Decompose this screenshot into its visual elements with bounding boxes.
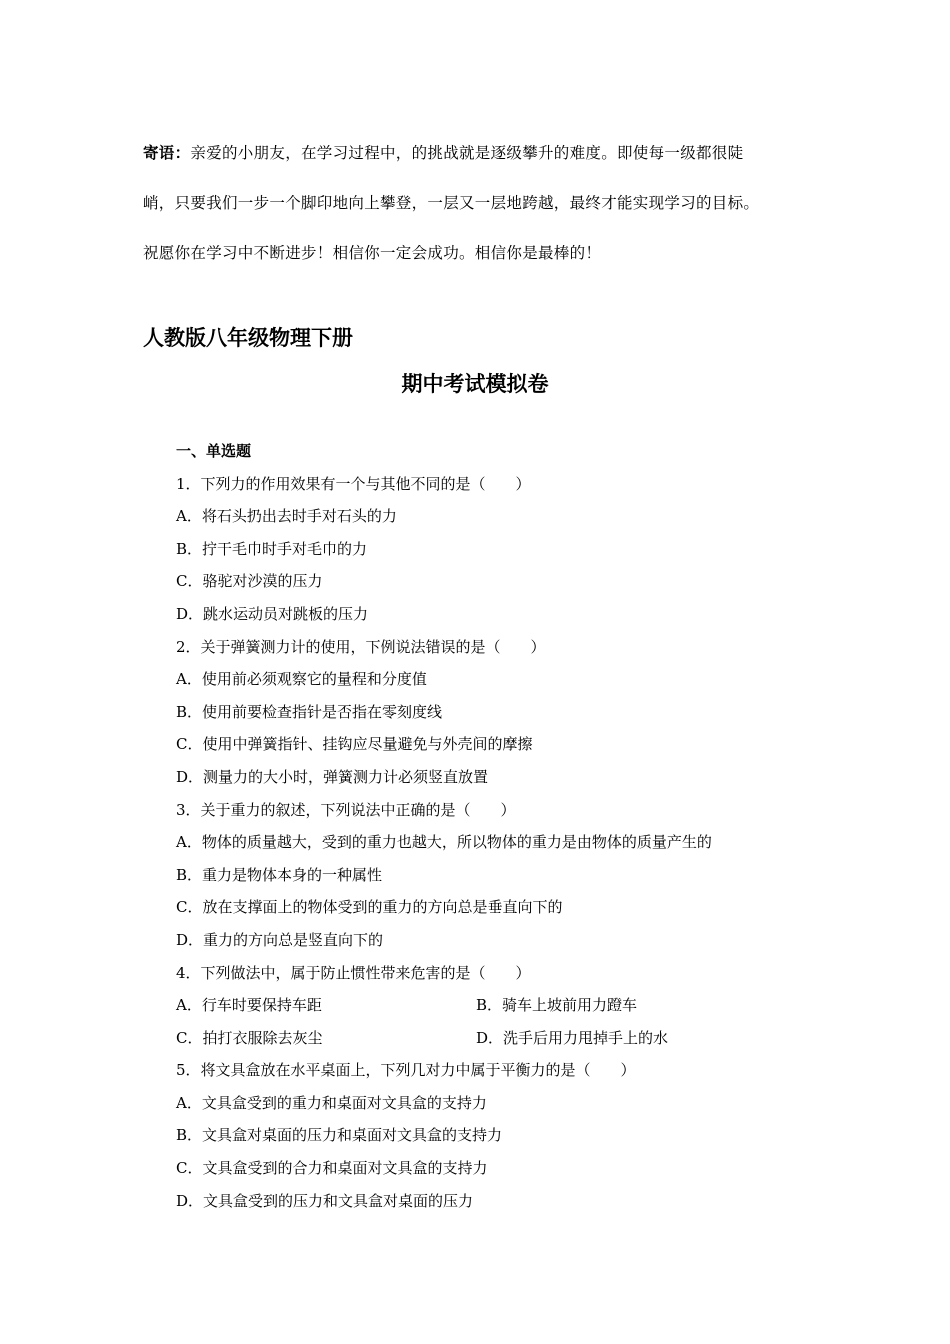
question-4-stem: 4．下列做法中，属于防止惯性带来危害的是（ ） — [176, 963, 531, 982]
question-4-option-b: B．骑车上坡前用力蹬车 — [476, 996, 638, 1015]
exam-body — [176, 435, 826, 1217]
question-1-option-d: D．跳水运动员对跳板的压力 — [176, 604, 369, 623]
exam-title: 期中考试模拟卷 — [401, 371, 549, 396]
question-3-option-b: B．重力是物体本身的一种属性 — [176, 865, 383, 884]
question-4-options-row-2 — [176, 1022, 826, 1055]
question-5-stem: 5．将文具盒放在水平桌面上，下列几对力中属于平衡力的是（ ） — [176, 1061, 636, 1080]
section-title: 一、单选题 — [176, 442, 252, 460]
question-1-option-c: C．骆驼对沙漠的压力 — [176, 572, 323, 591]
question-5-option-a: A．文具盒受到的重力和桌面对文具盒的支持力 — [176, 1093, 487, 1112]
question-3-option-a: A．物体的质量越大，受到的重力也越大，所以物体的重力是由物体的质量产生的 — [176, 833, 712, 852]
question-2-stem: 2．关于弹簧测力计的使用，下例说法错误的是（ ） — [176, 637, 546, 656]
question-1-stem: 1．下列力的作用效果有一个与其他不同的是（ ） — [176, 474, 531, 493]
question-2-option-b: B．使用前要检查指针是否指在零刻度线 — [176, 702, 443, 721]
question-5-option-b: B．文具盒对桌面的压力和桌面对文具盒的支持力 — [176, 1126, 503, 1145]
question-2-option-a: A．使用前必须观察它的量程和分度值 — [176, 670, 427, 689]
greeting-line-3: 祝愿你在学习中不断进步！相信你一定会成功。相信你是最棒的！ — [143, 244, 602, 262]
question-5-option-c: C．文具盒受到的合力和桌面对文具盒的支持力 — [176, 1159, 488, 1178]
greeting-text-1: 亲爱的小朋友，在学习过程中，的挑战就是逐级攀升的难度。即使每一级都很陡 — [190, 144, 744, 162]
question-1-option-a: A．将石头扔出去时手对石头的力 — [176, 507, 397, 526]
question-4-option-d: D．洗手后用力甩掉手上的水 — [476, 1028, 669, 1047]
question-4-option-a: A．行车时要保持车距 — [176, 996, 322, 1015]
greeting-line-1 — [143, 128, 813, 178]
question-5-option-d: D．文具盒受到的压力和文具盒对桌面的压力 — [176, 1191, 474, 1210]
question-4-options-row-1 — [176, 989, 826, 1022]
greeting-lead: 寄语： — [143, 143, 191, 162]
question-3-option-c: C．放在支撑面上的物体受到的重力的方向总是垂直向下的 — [176, 898, 563, 917]
question-2-option-c: C．使用中弹簧指针、挂钩应尽量避免与外壳间的摩擦 — [176, 735, 533, 754]
greeting-line-2: 峭，只要我们一步一个脚印地向上攀登，一层又一层地跨越，最终才能实现学习的目标。 — [143, 194, 760, 212]
question-4-option-c: C．拍打衣服除去灰尘 — [176, 1028, 323, 1047]
question-3-option-d: D．重力的方向总是竖直向下的 — [176, 930, 384, 949]
question-2-option-d: D．测量力的大小时，弹簧测力计必须竖直放置 — [176, 767, 489, 786]
book-title: 人教版八年级物理下册 — [143, 325, 353, 350]
question-1-option-b: B．拧干毛巾时手对毛巾的力 — [176, 539, 368, 558]
question-3-stem: 3．关于重力的叙述，下列说法中正确的是（ ） — [176, 800, 516, 819]
greeting-paragraph — [143, 128, 813, 278]
